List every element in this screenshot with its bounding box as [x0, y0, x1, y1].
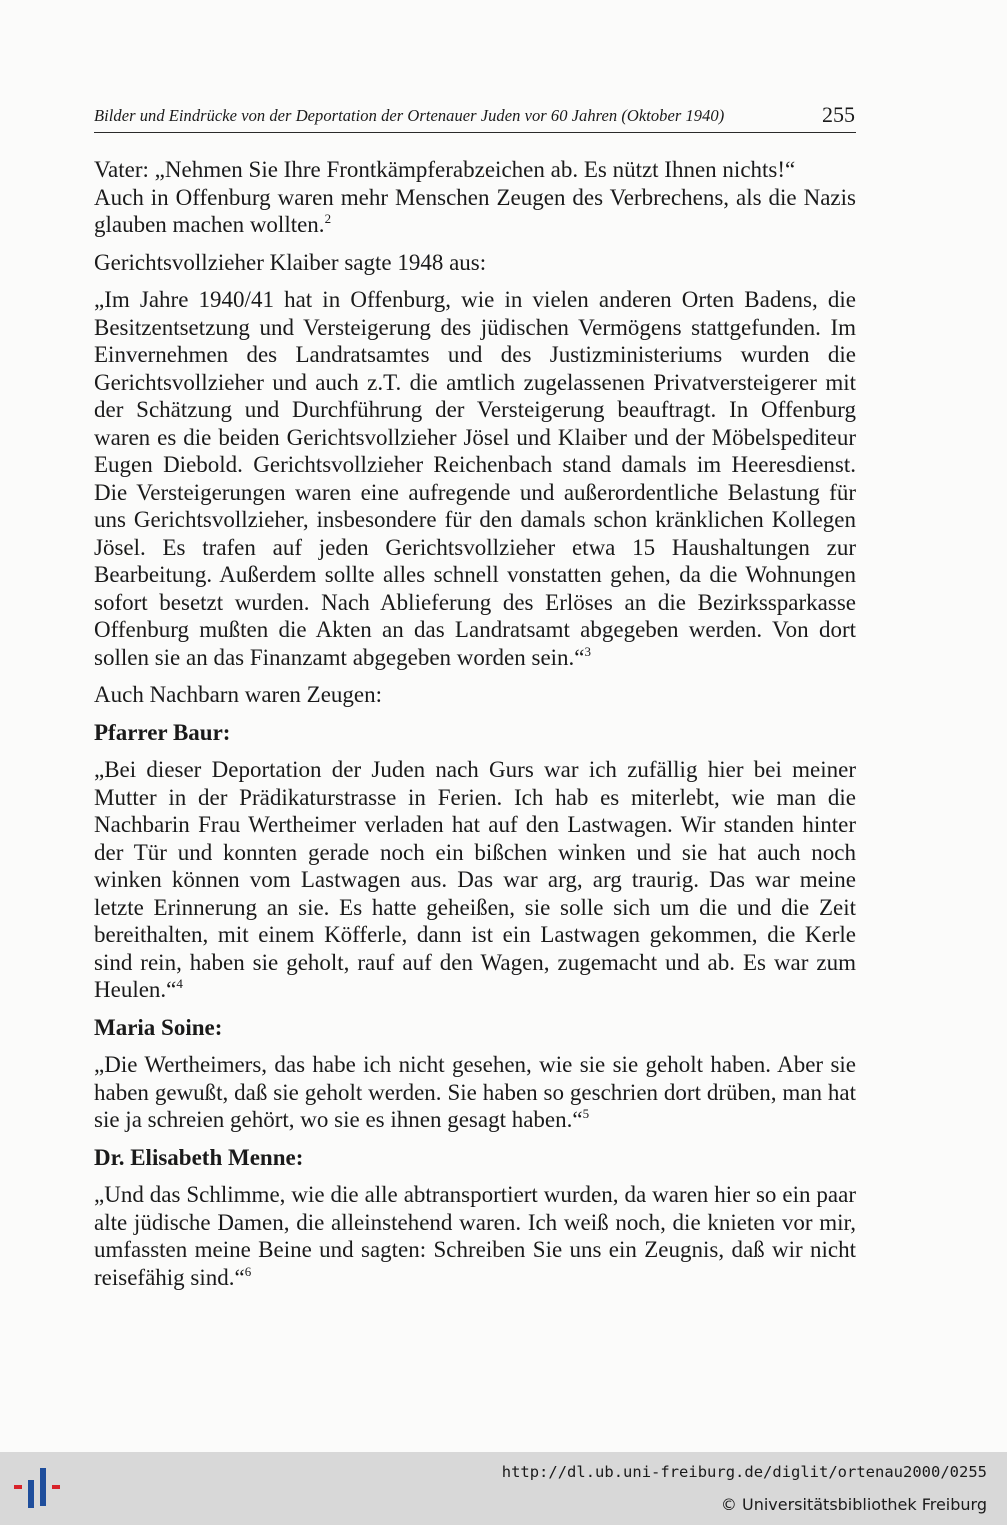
- paragraph-text: Auch in Offenburg waren mehr Menschen Zeugen des Verbrechens, als die Nazis glauben machen wollten.: [94, 184, 856, 237]
- ub-freiburg-logo-icon: [12, 1466, 64, 1510]
- digitization-footer: [0, 1452, 1007, 1525]
- footnote-marker: 6: [244, 1263, 252, 1279]
- paragraph-klaiber-quote: [94, 286, 856, 671]
- speaker-name: Maria Soine:: [94, 1014, 223, 1040]
- quote-soine: [94, 1051, 856, 1134]
- paragraph-text: „Im Jahre 1940/41 hat in Offenburg, wie in vielen anderen Orten Badens, die Besitzentsetzung und Versteigerung des jüdischen Vermögens stattgefunden. Im Einvernehmen des Landratsamtes und des Justizministeriums wurden die Gerichtsvollzieher und auch z.T. die amtlich zugelassenen Privatversteigerer mit der Schätzung und Durchführung der Versteigerung beauftragt. In Offenburg waren es die beiden Gerichtsvollzieher Jösel und Klaiber und der Möbelspediteur Eugen Diebold. Gerichtsvollzieher Reichenbach stand damals im Heeresdienst. Die Versteigerungen waren eine aufregende und außerordentliche Belastung für uns Gerichtsvollzieher, insbesondere für den damals schon kränklichen Kollegen Jösel. Es trafen auf jeden Gerichtsvollzieher etwa 15 Haushaltungen zur Bearbeitung. Außerdem sollte alles schnell vonstatten gehen, da die Wohnungen sofort besetzt wurden. Nach Ablieferung des Erlöses an die Bezirkssparkasse Offenburg mußten die Akten an das Landratsamt abgegeben werden. Von dort sollen sie an das Finanzamt abgegeben worden sein.“: [94, 287, 856, 670]
- source-url-link[interactable]: http://dl.ub.uni-freiburg.de/diglit/ortenau2000/0255: [501, 1463, 987, 1481]
- footnote-marker: 4: [176, 976, 183, 991]
- quote-text: „Und das Schlimme, wie die alle abtransportiert wurden, da waren hier so ein paar alte jüdische Damen, die alleinstehend waren. Ich weiß noch, die knieten vor mir, umfassten meine Beine und sagten: Schreiben Sie uns ein Zeugnis, daß wir nicht reisefähig sind.“: [94, 1182, 856, 1290]
- page-body: [94, 156, 856, 1301]
- footnote-marker: 5: [582, 1106, 590, 1121]
- paragraph-neighbours: [94, 681, 856, 709]
- paragraph-klaiber-intro: [94, 249, 856, 277]
- quote-text: „Bei dieser Deportation der Juden nach Gurs war ich zufällig hier bei meiner Mutter in der Prädikaturstrasse in Ferien. Ich hab es miterlebt, wie man die Nachbarin Frau Wertheimer verladen hat auf den Lastwagen. Wir standen hinter der Tür und konnten gerade noch ein bißchen winken und sie hat auch noch winken können vom Lastwagen aus. Das war arg, arg traurig. Das war meine letzte Erinnerung an sie. Es hatte geheißen, sie solle sich um die und die Zeit bereithalten, mit einem Köfferle, dann ist ein Lastwagen gekommen, die Kerle sind rein, haben sie geholt, rauf auf den Wagen, zugemacht und ab. Es war zum Heulen.“: [94, 757, 856, 1002]
- speaker-name: Dr. Elisabeth Menne:: [94, 1144, 304, 1170]
- copyright-notice: © Universitätsbibliothek Freiburg: [720, 1495, 987, 1514]
- footnote-marker: 2: [324, 211, 332, 226]
- speaker-name: Pfarrer Baur:: [94, 719, 231, 745]
- running-title: Bilder und Eindrücke von der Deportation der Ortenauer Juden vor 60 Jahren (Oktober 1940): [94, 106, 725, 125]
- quote-text: „Die Wertheimers, das habe ich nicht gesehen, wie sie sie geholt haben. Aber sie haben gewußt, daß sie geholt werden. Sie haben so geschrien dort drüben, man hat sie ja schreien gehört, wo sie es ihnen gesagt haben.“: [94, 1052, 856, 1132]
- quote-menne: [94, 1181, 856, 1291]
- paragraph-text: Gerichtsvollzieher Klaiber sagte 1948 aus:: [94, 249, 487, 275]
- paragraph-offenburg-witnesses: [94, 184, 856, 239]
- quote-baur: [94, 756, 856, 1004]
- paragraph-text: Vater: „Nehmen Sie Ihre Frontkämpferabzeichen ab. Es nützt Ihnen nichts!“: [94, 157, 796, 182]
- page-number: 255: [822, 102, 855, 127]
- paragraph-vater: [94, 156, 856, 184]
- footnote-marker: 3: [584, 643, 592, 659]
- paragraph-text: Auch Nachbarn waren Zeugen:: [94, 682, 383, 707]
- running-header: [94, 102, 856, 133]
